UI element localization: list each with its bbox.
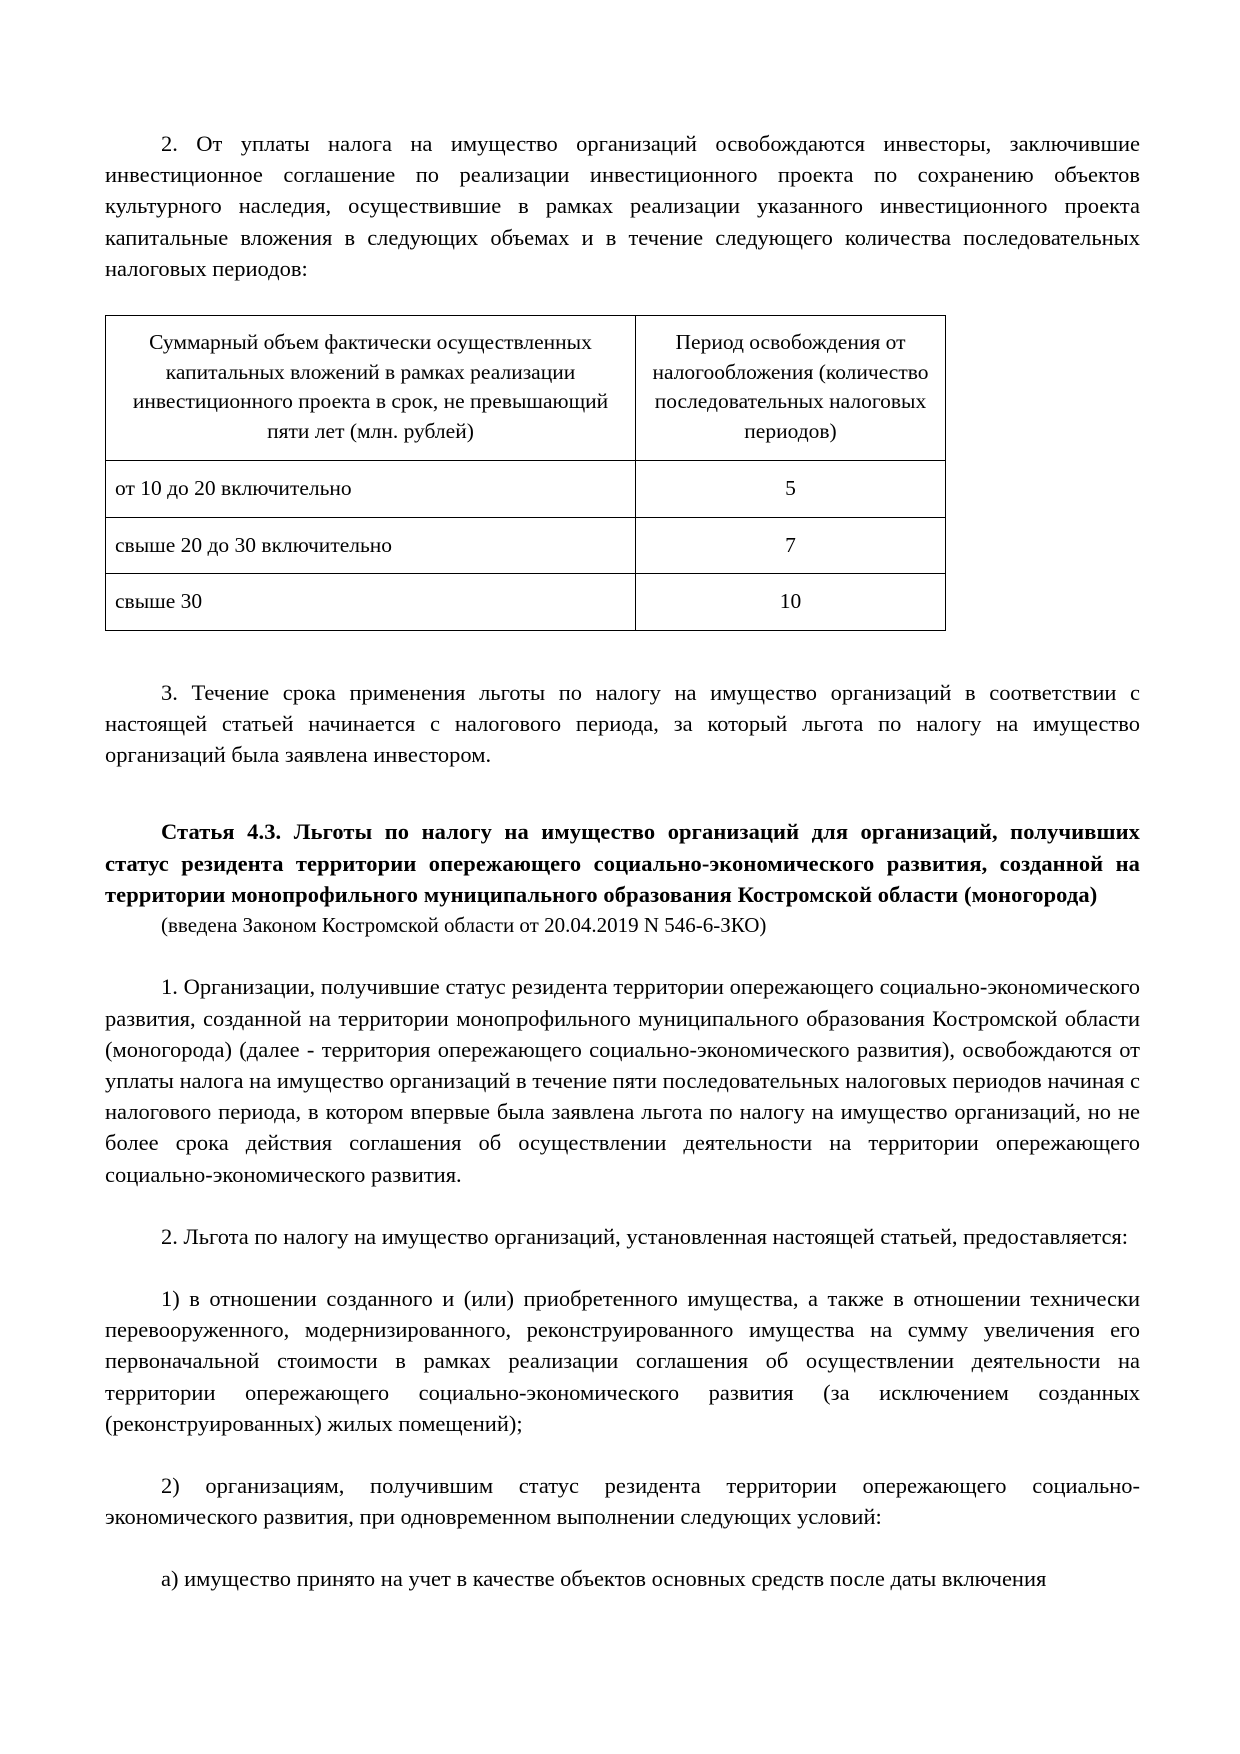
spacer <box>105 1190 1140 1221</box>
paragraph-2-intro: 2. От уплаты налога на имущество организаций освобождаются инвесторы, заключившие инвестиционное соглашение по реализации инвестиционного проекта по сохранению объектов культурного наследия, осуществившие в рамках реализации указанного инвестиционного проекта капитальные вложения в следующих объемах и в течение следующего количества последовательных налоговых периодов: <box>105 131 1140 281</box>
article-source-note: (введена Законом Костромской области от 20.04.2019 N 546-6-ЗКО) <box>161 913 767 938</box>
article-item-2-sub-2-condition-a: а) имущество принято на учет в качестве объектов основных средств после даты включения <box>161 1566 1047 1592</box>
spacer <box>105 770 1140 816</box>
paragraph-3: 3. Течение срока применения льготы по налогу на имущество организаций в соответствии с настоящей статьей начинается с налогового периода, за который льгота по налогу на имущество организаций была заявлена инвестором. <box>105 679 1140 767</box>
article-item-2-sub-1: 1) в отношении созданного и (или) приобретенного имущества, а также в отношении технически перевооруженного, модернизированного, реконструированного имущества на сумму увеличения его первоначальной стоимости в рамках реализации соглашения об осуществлении деятельности на территории опережающего социально-экономического развития (за исключением созданных (реконструированных) жилых помещений); <box>105 1285 1140 1436</box>
table-header-exemption-period: Период освобождения от налогообложения (количество последовательных налоговых периодов) <box>636 316 946 461</box>
table-row <box>106 461 946 518</box>
table-header-capital-volume: Суммарный объем фактически осуществленных капитальных вложений в рамках реализации инвестиционного проекта в срок, не превышающий пяти лет (млн. рублей) <box>106 316 636 461</box>
article-4-3-heading: Статья 4.3. Льготы по налогу на имущество организаций для организаций, получивших статус резидента территории опережающего социально-экономического развития, созданной на территории монопрофильного муниципального образования Костромской области (моногорода) <box>105 819 1140 907</box>
spacer <box>105 940 1140 971</box>
table-header-row <box>106 316 946 461</box>
table-row <box>106 574 946 631</box>
article-item-1: 1. Организации, получившие статус резидента территории опережающего социально-экономического развития, созданной на территории монопрофильного муниципального образования Костромской области (моногорода) (далее - территория опережающего социально-экономического развития), освобождаются от уплаты налога на имущество организаций в течение пяти последовательных налоговых периодов начиная с налогового периода, в котором впервые была заявлена льгота по налогу на имущество организаций, но не более срока действия соглашения об осуществлении деятельности на территории опережающего социально-экономического развития. <box>105 974 1140 1187</box>
spacer <box>105 631 1140 677</box>
article-item-2: 2. Льгота по налогу на имущество организаций, установленная настоящей статьей, предоставляется: <box>161 1223 1129 1249</box>
spacer <box>105 1252 1140 1283</box>
spacer <box>105 1439 1140 1470</box>
capital-investment-benefit-table <box>105 315 946 631</box>
table-cell-range: свыше 30 <box>106 574 636 631</box>
table-cell-periods: 10 <box>636 574 946 631</box>
spacer <box>105 284 1140 315</box>
table-cell-range: от 10 до 20 включительно <box>106 461 636 518</box>
table-cell-periods: 5 <box>636 461 946 518</box>
table-cell-range: свыше 20 до 30 включительно <box>106 517 636 574</box>
spacer <box>105 1532 1140 1563</box>
article-item-2-sub-2: 2) организациям, получившим статус резидента территории опережающего социально-экономического развития, при одновременном выполнении следующих условий: <box>105 1472 1140 1530</box>
table-cell-periods: 7 <box>636 517 946 574</box>
table-row <box>106 517 946 574</box>
document-content <box>105 128 1140 1595</box>
